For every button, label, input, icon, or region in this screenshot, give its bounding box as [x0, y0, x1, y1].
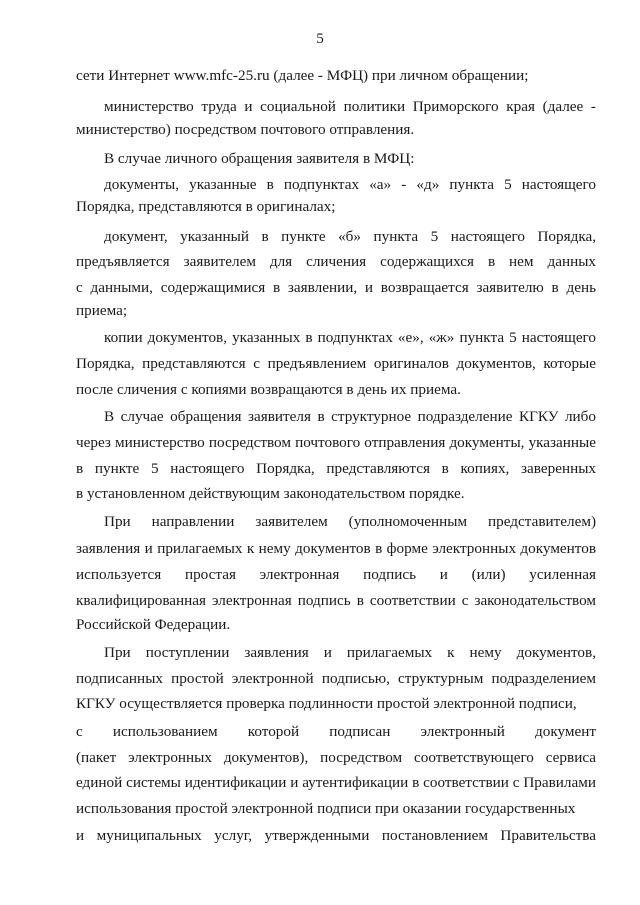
text-line: после сличения с копиями возвращаются в день их приема. — [76, 381, 461, 398]
text-line: использования простой электронной подписи при оказании государственных — [76, 800, 576, 817]
text-line: в пункте 5 настоящего Порядка, представляются в копиях, заверенных — [76, 460, 596, 477]
text-line: заявления и прилагаемых к нему документов в форме электронных документов — [76, 540, 596, 557]
text-line: (пакет электронных документов), посредством соответствующего сервиса — [76, 749, 596, 766]
text-line: При направлении заявителем (уполномоченным представителем) — [104, 513, 596, 530]
text-line: В случае обращения заявителя в структурное подразделение КГКУ либо — [104, 408, 596, 425]
page-number: 5 — [316, 30, 324, 47]
text-line: министерство) посредством почтового отправления. — [76, 121, 415, 138]
text-line: подписанных простой электронной подписью, структурным подразделением — [76, 670, 596, 687]
text-line: единой системы идентификации и аутентификации в соответствии с Правилами — [76, 774, 596, 791]
text-line: Российской Федерации. — [76, 616, 231, 633]
text-line: квалифицированная электронная подпись в соответствии с законодательством — [76, 592, 596, 609]
text-line: министерство труда и социальной политики Приморского края (далее - — [104, 98, 596, 115]
text-line: копии документов, указанных в подпунктах «е», «ж» пункта 5 настоящего — [104, 329, 596, 346]
text-line: При поступлении заявления и прилагаемых к нему документов, — [104, 644, 596, 661]
text-line: КГКУ осуществляется проверка подлинности простой электронной подписи, — [76, 695, 577, 712]
text-line: в установленном действующим законодательством порядке. — [76, 485, 465, 502]
text-line: В случае личного обращения заявителя в МФЦ: — [104, 150, 415, 167]
text-line: документ, указанный в пункте «б» пункта 5 настоящего Порядка, — [104, 228, 596, 245]
text-line: приема; — [76, 302, 128, 319]
text-line: предъявляется заявителем для сличения содержащихся в нем данных — [76, 253, 596, 270]
text-line: с данными, содержащимися в заявлении, и возвращается заявителю в день — [76, 279, 596, 296]
text-line: через министерство посредством почтового отправления документы, указанные — [76, 434, 596, 451]
text-line: Порядка, представляются с предъявлением оригиналов документов, которые — [76, 355, 596, 372]
text-line: Порядка, представляются в оригиналах; — [76, 198, 336, 215]
text-line: и муниципальных услуг, утвержденными постановлением Правительства — [76, 827, 596, 844]
text-line: используется простая электронная подпись и (или) усиленная — [76, 566, 596, 583]
text-line: с использованием которой подписан электронный документ — [76, 723, 596, 740]
text-line: документы, указанные в подпунктах «а» - «д» пункта 5 настоящего — [104, 176, 596, 193]
text-line: сети Интернет www.mfc-25.ru (далее - МФЦ) при личном обращении; — [76, 67, 529, 84]
